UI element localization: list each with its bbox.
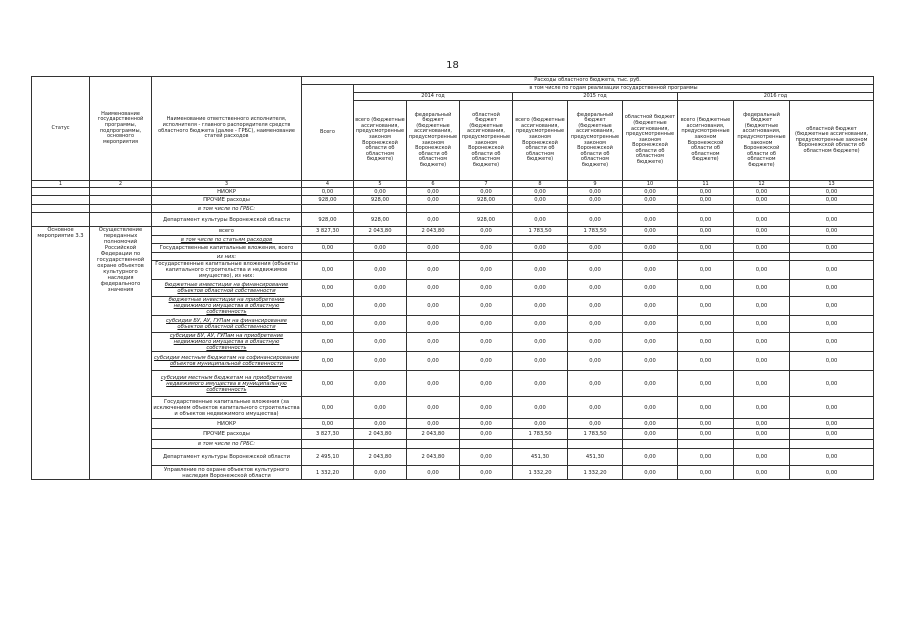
row-value	[513, 440, 568, 449]
table-row	[32, 371, 874, 397]
row-value: 0,00	[513, 261, 568, 280]
row-value: 0,00	[678, 316, 734, 333]
row-program	[90, 205, 152, 213]
col-num: 12	[734, 181, 790, 188]
col-num: 4	[302, 181, 354, 188]
row-value	[460, 236, 513, 244]
row-value: 0,00	[513, 196, 568, 205]
row-value: 0,00	[302, 188, 354, 196]
col-num: 6	[407, 181, 460, 188]
row-value: 0,00	[460, 429, 513, 440]
row-status: Основное мероприятие 3.3	[32, 227, 90, 480]
row-value: 0,00	[407, 333, 460, 352]
row-value: 0,00	[460, 397, 513, 419]
row-value: 0,00	[678, 196, 734, 205]
row-value: 0,00	[407, 352, 460, 371]
header-total: Всего	[302, 85, 354, 181]
row-value: 0,00	[678, 429, 734, 440]
table-row	[32, 297, 874, 316]
row-label: ПРОЧИЕ расходы	[152, 429, 302, 440]
col-num: 11	[678, 181, 734, 188]
row-value: 0,00	[734, 227, 790, 236]
row-value	[790, 236, 874, 244]
row-value: 0,00	[623, 196, 678, 205]
row-value: 2 043,80	[354, 429, 407, 440]
col-num: 8	[513, 181, 568, 188]
row-value: 0,00	[302, 397, 354, 419]
row-value: 0,00	[734, 429, 790, 440]
row-value: 0,00	[734, 213, 790, 227]
table-row	[32, 236, 874, 244]
row-label: из них:	[152, 253, 302, 261]
row-value: 0,00	[623, 227, 678, 236]
table-row	[32, 466, 874, 480]
row-value: 0,00	[354, 316, 407, 333]
col-num: 3	[152, 181, 302, 188]
row-value: 0,00	[790, 227, 874, 236]
row-value: 0,00	[354, 371, 407, 397]
row-value	[734, 236, 790, 244]
row-value: 0,00	[678, 397, 734, 419]
row-value: 0,00	[354, 244, 407, 253]
row-value: 0,00	[734, 419, 790, 429]
row-value: 0,00	[678, 261, 734, 280]
table-row	[32, 316, 874, 333]
row-label: НИОКР	[152, 419, 302, 429]
row-value	[302, 253, 354, 261]
row-value	[790, 440, 874, 449]
row-label: в том числе по статьям расходов	[152, 236, 302, 244]
page-number: 18	[446, 60, 459, 71]
row-program	[90, 188, 152, 196]
row-label: Государственные капитальные вложения, всего	[152, 244, 302, 253]
header-col-regional-2014: областной бюджет (бюджетные ассигнования, предусмотренные законом Воронежской области об областном бюджете)	[460, 101, 513, 181]
row-value: 0,00	[302, 316, 354, 333]
row-value: 451,30	[513, 449, 568, 466]
row-value: 0,00	[623, 429, 678, 440]
row-value: 0,00	[568, 244, 623, 253]
col-num: 7	[460, 181, 513, 188]
row-value	[623, 440, 678, 449]
row-value: 0,00	[460, 261, 513, 280]
row-value: 0,00	[623, 419, 678, 429]
row-value: 0,00	[734, 466, 790, 480]
row-value: 0,00	[678, 244, 734, 253]
header-program: Наименование государственной программы, подпрограммы, основного мероприятия	[90, 77, 152, 181]
row-value: 1 783,50	[513, 227, 568, 236]
row-value: 0,00	[623, 352, 678, 371]
row-value: 0,00	[790, 297, 874, 316]
row-status	[32, 196, 90, 205]
row-value: 0,00	[568, 280, 623, 297]
row-value: 0,00	[623, 261, 678, 280]
row-value	[460, 253, 513, 261]
row-status	[32, 205, 90, 213]
row-value	[623, 253, 678, 261]
row-label: бюджетные инвестиции на приобретение недвижимого имущества в областную собственность	[152, 297, 302, 316]
row-value	[407, 236, 460, 244]
row-value: 0,00	[460, 316, 513, 333]
row-value: 0,00	[460, 280, 513, 297]
row-value: 0,00	[407, 196, 460, 205]
row-value: 1 332,20	[513, 466, 568, 480]
row-value	[790, 205, 874, 213]
row-value: 0,00	[513, 333, 568, 352]
row-value: 0,00	[734, 188, 790, 196]
row-value: 0,00	[678, 419, 734, 429]
table-row	[32, 244, 874, 253]
row-value: 0,00	[734, 316, 790, 333]
column-numbers-row	[32, 181, 874, 188]
row-value: 0,00	[623, 316, 678, 333]
col-num: 13	[790, 181, 874, 188]
row-value	[734, 205, 790, 213]
row-value: 0,00	[513, 371, 568, 397]
row-value: 0,00	[734, 261, 790, 280]
row-value: 0,00	[734, 244, 790, 253]
row-value: 0,00	[568, 213, 623, 227]
row-value: 0,00	[623, 297, 678, 316]
row-value: 2 043,80	[407, 449, 460, 466]
row-value: 0,00	[460, 333, 513, 352]
col-num: 10	[623, 181, 678, 188]
row-value: 0,00	[302, 419, 354, 429]
row-value: 0,00	[460, 227, 513, 236]
row-value: 3 827,30	[302, 429, 354, 440]
row-value	[354, 205, 407, 213]
row-value	[568, 236, 623, 244]
table-row	[32, 261, 874, 280]
row-value	[623, 236, 678, 244]
row-value: 3 827,30	[302, 227, 354, 236]
row-value	[407, 253, 460, 261]
row-value: 0,00	[513, 280, 568, 297]
row-value: 0,00	[623, 280, 678, 297]
row-value	[302, 205, 354, 213]
row-value: 2 043,80	[407, 227, 460, 236]
row-value: 0,00	[354, 352, 407, 371]
row-value: 0,00	[568, 261, 623, 280]
row-value: 928,00	[302, 213, 354, 227]
row-value: 0,00	[407, 316, 460, 333]
row-value: 0,00	[460, 297, 513, 316]
table-row	[32, 280, 874, 297]
row-value	[302, 440, 354, 449]
row-value: 0,00	[678, 227, 734, 236]
row-label: Государственные капитальные вложения (объекты капитального строительства и недвижимое имущество), из них:	[152, 261, 302, 280]
row-label: Управление по охране объектов культурного наследия Воронежской области	[152, 466, 302, 480]
row-program: Осуществление переданных полномочий Российской Федерации по государственной охране объектов культурного наследия федерального значения	[90, 227, 152, 480]
table-row	[32, 227, 874, 236]
row-value: 0,00	[460, 352, 513, 371]
row-value: 1 332,20	[302, 466, 354, 480]
row-value: 0,00	[790, 280, 874, 297]
row-value: 0,00	[302, 333, 354, 352]
row-label: НИОКР	[152, 188, 302, 196]
row-value: 0,00	[460, 466, 513, 480]
row-value: 0,00	[407, 419, 460, 429]
header-year-2014: 2014 год	[354, 93, 513, 101]
row-value	[513, 236, 568, 244]
col-num: 5	[354, 181, 407, 188]
header-col-all-2014: всего (бюджетные ассигнования, предусмотренные законом Воронежской области об областном бюджете)	[354, 101, 407, 181]
row-value	[460, 440, 513, 449]
table-row	[32, 397, 874, 419]
row-value: 0,00	[354, 280, 407, 297]
row-value: 0,00	[568, 196, 623, 205]
row-value: 0,00	[623, 333, 678, 352]
row-value: 0,00	[568, 316, 623, 333]
row-value: 0,00	[623, 213, 678, 227]
row-label: субсидии местным бюджетам на приобретение недвижимого имущества в муниципальную собственность	[152, 371, 302, 397]
row-value	[460, 205, 513, 213]
row-value: 0,00	[790, 429, 874, 440]
col-num: 2	[90, 181, 152, 188]
row-label: Департамент культуры Воронежской области	[152, 449, 302, 466]
row-value: 0,00	[354, 261, 407, 280]
row-value: 0,00	[460, 449, 513, 466]
row-value: 0,00	[302, 244, 354, 253]
row-value	[302, 236, 354, 244]
row-value: 0,00	[790, 371, 874, 397]
row-value: 0,00	[513, 316, 568, 333]
row-value	[354, 440, 407, 449]
header-executor: Наименование ответственного исполнителя, исполнителя - главного распорядителя средств областного бюджета (далее - ГРБС), наименование статей расходов	[152, 77, 302, 181]
table-row	[32, 188, 874, 196]
row-value: 928,00	[302, 196, 354, 205]
header-year-2016: 2016 год	[678, 93, 874, 101]
row-value: 0,00	[734, 352, 790, 371]
row-value	[568, 440, 623, 449]
row-value: 0,00	[568, 397, 623, 419]
row-value: 928,00	[354, 196, 407, 205]
row-value: 0,00	[790, 188, 874, 196]
header-col-all-2016: всего (бюджетные ассигнования, предусмотренные законом Воронежской области об областном бюджете)	[678, 101, 734, 181]
row-value: 0,00	[568, 352, 623, 371]
row-value: 1 783,50	[568, 227, 623, 236]
row-value: 0,00	[678, 333, 734, 352]
row-value: 1 783,50	[568, 429, 623, 440]
header-by-years: в том числе по годам реализации государственной программы	[354, 85, 874, 93]
row-value: 0,00	[734, 397, 790, 419]
row-value: 0,00	[407, 244, 460, 253]
row-value	[734, 440, 790, 449]
row-value: 0,00	[513, 352, 568, 371]
row-value: 0,00	[407, 466, 460, 480]
row-value: 0,00	[734, 196, 790, 205]
row-label: в том числе по ГРБС:	[152, 205, 302, 213]
row-value: 0,00	[734, 449, 790, 466]
row-value: 0,00	[354, 297, 407, 316]
row-value: 0,00	[354, 333, 407, 352]
row-value: 0,00	[790, 244, 874, 253]
col-num: 1	[32, 181, 90, 188]
row-value: 0,00	[407, 397, 460, 419]
row-value: 0,00	[407, 213, 460, 227]
row-value	[513, 253, 568, 261]
row-value: 0,00	[734, 333, 790, 352]
table-row	[32, 449, 874, 466]
row-value: 0,00	[407, 261, 460, 280]
table-row	[32, 429, 874, 440]
row-value: 0,00	[623, 466, 678, 480]
row-value: 0,00	[678, 213, 734, 227]
row-value: 1 783,50	[513, 429, 568, 440]
header-year-2015: 2015 год	[513, 93, 678, 101]
row-value: 0,00	[460, 371, 513, 397]
header-expenses-title: Расходы областного бюджета, тыс. руб.	[302, 77, 874, 85]
row-value	[354, 236, 407, 244]
header-status: Статус	[32, 77, 90, 181]
row-value: 2 043,80	[354, 449, 407, 466]
row-value	[678, 253, 734, 261]
row-value: 0,00	[790, 261, 874, 280]
row-value: 0,00	[790, 397, 874, 419]
row-value: 0,00	[734, 371, 790, 397]
row-value: 0,00	[623, 244, 678, 253]
row-value	[513, 205, 568, 213]
row-value: 0,00	[790, 352, 874, 371]
row-value: 0,00	[623, 449, 678, 466]
row-value: 0,00	[302, 352, 354, 371]
row-value	[568, 253, 623, 261]
row-program	[90, 213, 152, 227]
row-value	[568, 205, 623, 213]
row-value: 0,00	[407, 280, 460, 297]
row-value: 0,00	[354, 397, 407, 419]
col-num: 9	[568, 181, 623, 188]
row-value: 0,00	[460, 419, 513, 429]
row-label: всего	[152, 227, 302, 236]
row-value: 0,00	[790, 196, 874, 205]
row-value: 0,00	[302, 371, 354, 397]
row-value: 0,00	[568, 333, 623, 352]
row-value: 0,00	[354, 419, 407, 429]
row-value: 0,00	[513, 297, 568, 316]
row-value: 0,00	[513, 188, 568, 196]
row-value	[678, 205, 734, 213]
row-value: 0,00	[513, 244, 568, 253]
table-row	[32, 213, 874, 227]
row-value: 451,30	[568, 449, 623, 466]
row-value: 0,00	[354, 466, 407, 480]
row-value: 0,00	[790, 213, 874, 227]
table-row	[32, 440, 874, 449]
row-value	[623, 205, 678, 213]
row-value: 0,00	[460, 244, 513, 253]
table-row	[32, 253, 874, 261]
row-value: 0,00	[354, 188, 407, 196]
row-program	[90, 196, 152, 205]
row-value: 0,00	[678, 352, 734, 371]
row-value	[678, 440, 734, 449]
row-value	[407, 205, 460, 213]
row-value: 0,00	[460, 188, 513, 196]
row-value: 0,00	[302, 280, 354, 297]
row-value: 2 495,10	[302, 449, 354, 466]
row-value: 0,00	[678, 466, 734, 480]
header-col-federal-2016: федеральный бюджет (бюджетные ассигнования, предусмотренные законом Воронежской области об областном бюджете)	[734, 101, 790, 181]
table-row	[32, 196, 874, 205]
row-value	[678, 236, 734, 244]
header-col-federal-2015: федеральный бюджет (бюджетные ассигнования, предусмотренные законом Воронежской области об областном бюджете)	[568, 101, 623, 181]
row-value: 0,00	[302, 261, 354, 280]
row-value: 0,00	[623, 397, 678, 419]
row-value: 0,00	[568, 188, 623, 196]
row-value: 0,00	[568, 297, 623, 316]
row-value: 0,00	[734, 280, 790, 297]
row-label: Департамент культуры Воронежской области	[152, 213, 302, 227]
row-value: 2 043,80	[354, 227, 407, 236]
row-value	[354, 253, 407, 261]
row-label: субсидии БУ, АУ, ГУПам на приобретение недвижимого имущества в областную собственность	[152, 333, 302, 352]
row-value: 928,00	[354, 213, 407, 227]
row-label: в том числе по ГРБС:	[152, 440, 302, 449]
row-value: 2 043,80	[407, 429, 460, 440]
expenses-table	[31, 76, 874, 480]
header-col-all-2015: всего (бюджетные ассигнования, предусмотренные законом Воронежской области об областном бюджете)	[513, 101, 568, 181]
row-value: 0,00	[790, 466, 874, 480]
row-value: 0,00	[678, 449, 734, 466]
row-value: 0,00	[513, 419, 568, 429]
row-value	[734, 253, 790, 261]
table-row	[32, 352, 874, 371]
row-value: 0,00	[513, 213, 568, 227]
row-value: 0,00	[407, 371, 460, 397]
header-col-regional-2015: областной бюджет (бюджетные ассигнования, предусмотренные законом Воронежской области об областном бюджете)	[623, 101, 678, 181]
table-row	[32, 419, 874, 429]
row-value: 0,00	[734, 297, 790, 316]
row-value: 0,00	[790, 419, 874, 429]
row-value: 1 332,20	[568, 466, 623, 480]
row-value: 0,00	[790, 333, 874, 352]
row-label: Государственные капитальные вложения (за исключением объектов капитального строительства и объектов недвижимого имущества)	[153, 398, 300, 417]
row-value: 0,00	[407, 297, 460, 316]
row-value	[407, 440, 460, 449]
row-value: 0,00	[790, 316, 874, 333]
row-value	[790, 253, 874, 261]
row-value: 0,00	[678, 188, 734, 196]
row-value: 0,00	[623, 371, 678, 397]
row-value: 0,00	[568, 371, 623, 397]
table-row	[32, 333, 874, 352]
row-label: субсидии БУ, АУ, ГУПам на финансирование объектов областной собственности	[152, 316, 302, 333]
row-value: 0,00	[302, 297, 354, 316]
row-value: 0,00	[623, 188, 678, 196]
header-col-federal-2014: федеральный бюджет (бюджетные ассигнования, предусмотренные законом Воронежской области об областном бюджете)	[407, 101, 460, 181]
row-value: 0,00	[678, 280, 734, 297]
row-status	[32, 188, 90, 196]
table-row	[32, 205, 874, 213]
row-value: 0,00	[407, 188, 460, 196]
row-status	[32, 213, 90, 227]
row-label: субсидии местным бюджетам на софинансирование объектов муниципальной собственности	[152, 352, 302, 371]
header-col-regional-2016: областной бюджет (бюджетные ассигнования, предусмотренные законом Воронежской области об областном бюджете)	[790, 101, 874, 181]
row-value: 0,00	[790, 449, 874, 466]
row-label: ПРОЧИЕ расходы	[152, 196, 302, 205]
row-label: бюджетные инвестиции на финансирование объектов областной собственности	[152, 280, 302, 297]
row-value: 0,00	[513, 397, 568, 419]
row-value: 0,00	[568, 419, 623, 429]
row-value: 928,00	[460, 213, 513, 227]
row-value: 928,00	[460, 196, 513, 205]
row-value: 0,00	[678, 297, 734, 316]
row-value: 0,00	[678, 371, 734, 397]
